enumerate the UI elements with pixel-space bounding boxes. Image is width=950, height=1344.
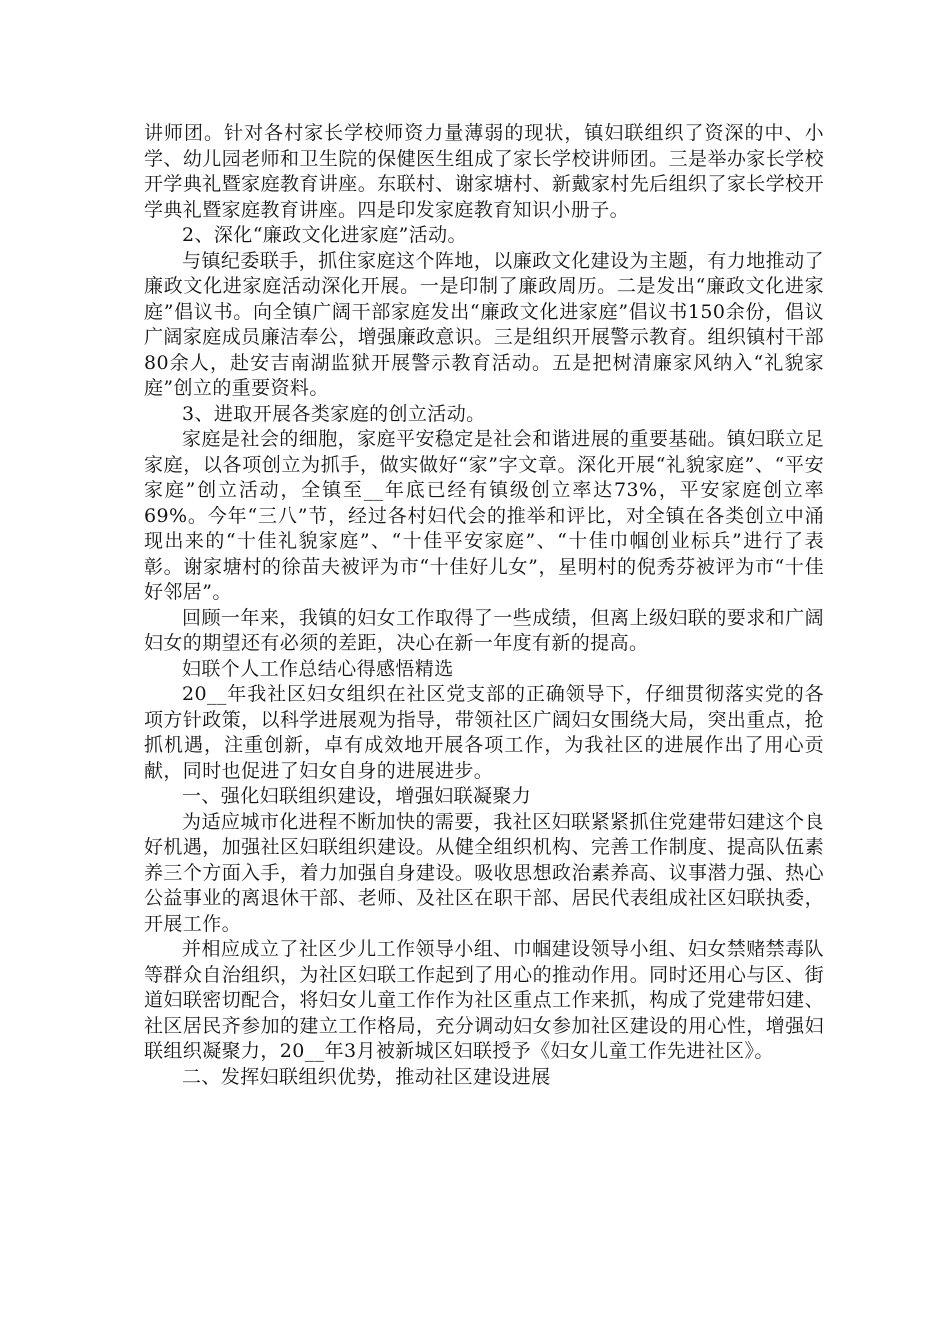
paragraph: 回顾一年来，我镇的妇女工作取得了一些成绩，但离上级妇联的要求和广阔妇女的期望还有必须的差距，决心在新一年度有新的提高。	[144, 606, 824, 654]
paragraph: 讲师团。针对各村家长学校师资力量薄弱的现状，镇妇联组织了资深的中、小学、幼儿园老师和卫生院的保健医生组成了家长学校讲师团。三是举办家长学校开学典礼暨家庭教育讲座。东联村、谢家塘村、新戴家村先后组织了家长学校开学典礼暨家庭教育讲座。四是印发家庭教育知识小册子。	[144, 122, 824, 221]
paragraph: 20__年我社区妇女组织在社区党支部的正确领导下，仔细贯彻落实党的各项方针政策，以科学进展观为指导，带领社区广阔妇女围绕大局，突出重点，抢抓机遇，注重创新，卓有成效地开展各项工作，为我社区的进展作出了用心贡献，同时也促进了妇女自身的进展进步。	[144, 683, 824, 782]
section-heading: 3、进取开展各类家庭的创立活动。	[182, 402, 486, 425]
section-heading: 2、深化“廉政文化进家庭”活动。	[182, 224, 467, 246]
paragraph: 为适应城市化进程不断加快的需要，我社区妇联紧紧抓住党建带妇建这个良好机遇，加强社区妇联组织建设。从健全组织机构、完善工作制度、提高队伍素养三个方面入手，着力加强自身建设。吸收思想政治素养高、议事潜力强、热心公益事业的离退休干部、老师、及社区在职干部、居民代表组成社区妇联执委，开展工作。	[144, 810, 824, 935]
paragraph: 并相应成立了社区少儿工作领导小组、巾帼建设领导小组、妇女禁赌禁毒队等群众自治组织，为社区妇联工作起到了用心的推动作用。同时还用心与区、街道妇联密切配合，将妇女儿童工作作为社区重点工作来抓，构成了党建带妇建、社区居民齐参加的建立工作格局，充分调动妇女参加社区建设的用心性，增强妇联组织凝聚力，20__年3月被新城区妇联授予《妇女儿童工作先进社区》。	[144, 938, 824, 1062]
paragraph: 与镇纪委联手，抓住家庭这个阵地，以廉政文化建设为主题，有力地推动了廉政文化进家庭活动深化开展。一是印制了廉政周历。二是发出“廉政文化进家庭”倡议书。向全镇广阔干部家庭发出“廉政文化进家庭”倡议书150余份，倡议广阔家庭成员廉洁奉公，增强廉政意识。三是组织开展警示教育。组织镇村干部80余人，赴安吉南湖监狱开展警示教育活动。五是把树清廉家风纳入“礼貌家庭”创立的重要资料。	[144, 249, 824, 399]
section-heading: 一、强化妇联组织建设，增强妇联凝聚力	[182, 785, 532, 807]
paragraph: 家庭是社会的细胞，家庭平安稳定是社会和谐进展的重要基础。镇妇联立足家庭，以各项创立为抓手，做实做好“家”字文章。深化开展“礼貌家庭”、“平安家庭”创立活动，全镇至__年底已经有镇级创立率达73%，平安家庭创立率69%。今年“三八”节，经过各村妇代会的推举和评比，对全镇在各类创立中涌现出来的“十佳礼貌家庭”、“十佳平安家庭”、“十佳巾帼创业标兵”进行了表彰。谢家塘村的徐苗夫被评为市“十佳好儿女”，星明村的倪秀芬被评为市“十佳好邻居”。	[144, 428, 824, 603]
article-title: 妇联个人工作总结心得感悟精选	[182, 657, 454, 680]
section-heading: 二、发挥妇联组织优势，推动社区建设进展	[182, 1065, 551, 1088]
document-page	[144, 121, 824, 1090]
